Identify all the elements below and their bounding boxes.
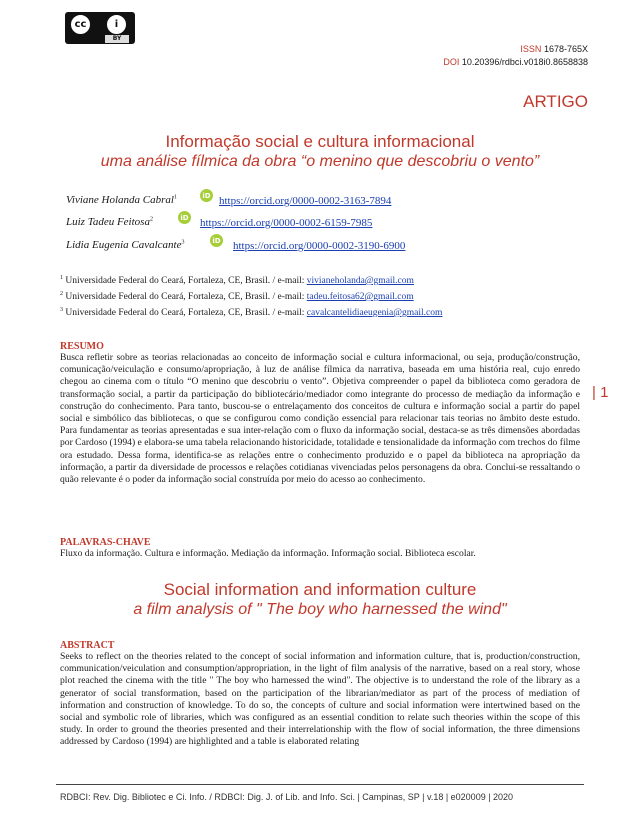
orcid-link[interactable]: https://orcid.org/0000-0002-6159-7985 <box>200 217 373 229</box>
orcid-icon[interactable]: iD <box>178 211 191 224</box>
issn-label: ISSN <box>520 44 542 54</box>
issn-line <box>520 44 588 54</box>
abstract-heading: ABSTRACT <box>60 640 115 651</box>
footer-divider <box>56 784 584 785</box>
issn-value: 1678-765X <box>543 44 588 54</box>
email-link[interactable]: tadeu.feitosa62@gmail.com <box>306 292 414 303</box>
author-row: Luiz Tadeu Feitosa$^2$ <box>66 216 153 228</box>
doi-value[interactable]: 10.20396/rdbci.v018i0.8658838 <box>461 57 588 67</box>
affiliation: $^1$ Universidade Federal do Ceará, Fortaleza, CE, Brasil. / e-mail: vivianeholanda@gmail.com <box>60 275 414 287</box>
subtitle-en: a film analysis of " The boy who harnessed the wind" <box>133 601 507 618</box>
cc-license-badge <box>65 12 135 44</box>
affiliation: $^2$ Universidade Federal do Ceará, Fortaleza, CE, Brasil. / e-mail: tadeu.feitosa62@gmail.com <box>60 291 414 303</box>
author-row: Lidia Eugenia Cavalcante$^3$ <box>66 239 185 251</box>
by-person-icon: i <box>107 15 126 34</box>
title-pt: Informação social e cultura informacional <box>165 132 475 151</box>
orcid-link[interactable]: https://orcid.org/0000-0002-3190-6900 <box>233 240 406 252</box>
author-name: Luiz Tadeu Feitosa <box>66 216 150 228</box>
by-label: BY <box>105 35 129 43</box>
author-name: Viviane Holanda Cabral <box>66 194 174 206</box>
keywords-text: Fluxo da informação. Cultura e informação. Mediação da informação. Informação social. Biblioteca escolar. <box>60 548 476 559</box>
orcid-icon[interactable]: iD <box>200 189 213 202</box>
article-type: ARTIGO <box>523 92 588 111</box>
email-link[interactable]: vivianeholanda@gmail.com <box>306 276 414 287</box>
affiliation: $^3$ Universidade Federal do Ceará, Fortaleza, CE, Brasil. / e-mail: cavalcantelidiaeugenia@gmail.com <box>60 307 443 319</box>
orcid-icon[interactable]: iD <box>210 234 223 247</box>
resumo-heading: RESUMO <box>60 341 104 352</box>
title-en: Social information and information culture <box>163 580 477 599</box>
email-link[interactable]: cavalcantelidiaeugenia@gmail.com <box>306 308 443 319</box>
page-number: | 1 <box>592 384 609 401</box>
doi-label: DOI <box>443 57 460 67</box>
doi-line <box>443 57 588 67</box>
orcid-link[interactable]: https://orcid.org/0000-0002-3163-7894 <box>219 195 392 207</box>
footer-citation: RDBCI: Rev. Dig. Bibliotec e Ci. Info. / RDBCI: Dig. J. of Lib. and Info. Sci. | Campinas, SP | v.18 | e020009 | 2020 <box>60 792 514 802</box>
author-name: Lidia Eugenia Cavalcante <box>66 239 182 251</box>
cc-icon: cc <box>71 15 90 34</box>
resumo-text: Busca refletir sobre as teorias relacionadas ao conceito de informação social e cultura informacional, ou seja, produção/construção, comunicação/veiculação e consumo/apropriação, à luz de análise fílmica da narrativa, baseada em uma história real, cujo enredo chegou ao cinema com o título “O menino que descobriu o vento”. Objetiva compreender o papel da biblioteca como geradora de transformação social, a partir da participação do bibliotecário/mediador como integrante do processo de mediação da informação e construção do conhecimento. Para tanto, buscou-se o entrelaçamento dos conceitos de cultura e informação social a partir do papel social e simbólico das bibliotecas, o que se configurou como condição essencial para relacionar tais teorias no âmbito deste estudo. Para fundamentar as teorias apresentadas e sua inter-relação com o fluxo da informação social, destaca-se as três dimensões abordadas por Cardoso (1994) e elabora-se uma tabela relacionando historicidade, totalidade e tensionalidade da informação com trechos do filme ora estudado. Dessa forma, identifica-se as relações entre o conhecimento produzido e o papel da biblioteca na apropriação da informação, a partir da diversidade de processos e relações cotidianas vivenciadas pelos personagens da obra. Conclui-se ressaltando o quão relevante é o poder da informação social construída por meio do acesso ao conhecimento. <box>60 352 580 486</box>
subtitle-pt: uma análise fílmica da obra “o menino que descobriu o vento” <box>100 153 540 170</box>
abstract-text: Seeks to reflect on the theories related to the concept of social information and information culture, that is, production/construction, communication/veiculation and consumption/appropriation, in the light of film analysis of the narrative, based on a real story, whose plot reached the cinema with the title " The boy who harnessed the wind". The objective is to understand the role of the library as a generator of social transformation, based on the participation of the librarian/mediator as part of the process of mediation of information and construction of knowledge. To do so, the concepts of culture and social information were intertwined based on the social and symbolic role of libraries, which was configured as an essential condition to relate such theories within the scope of this study. In order to ground the theories presented and their interrelationship with the flow of social information, the three dimensions addressed by Cardoso (1994) are highlighted and a table is elaborated relating <box>60 651 580 748</box>
author-row: Viviane Holanda Cabral$^1$ <box>66 194 177 206</box>
keywords-heading: PALAVRAS-CHAVE <box>60 537 151 548</box>
